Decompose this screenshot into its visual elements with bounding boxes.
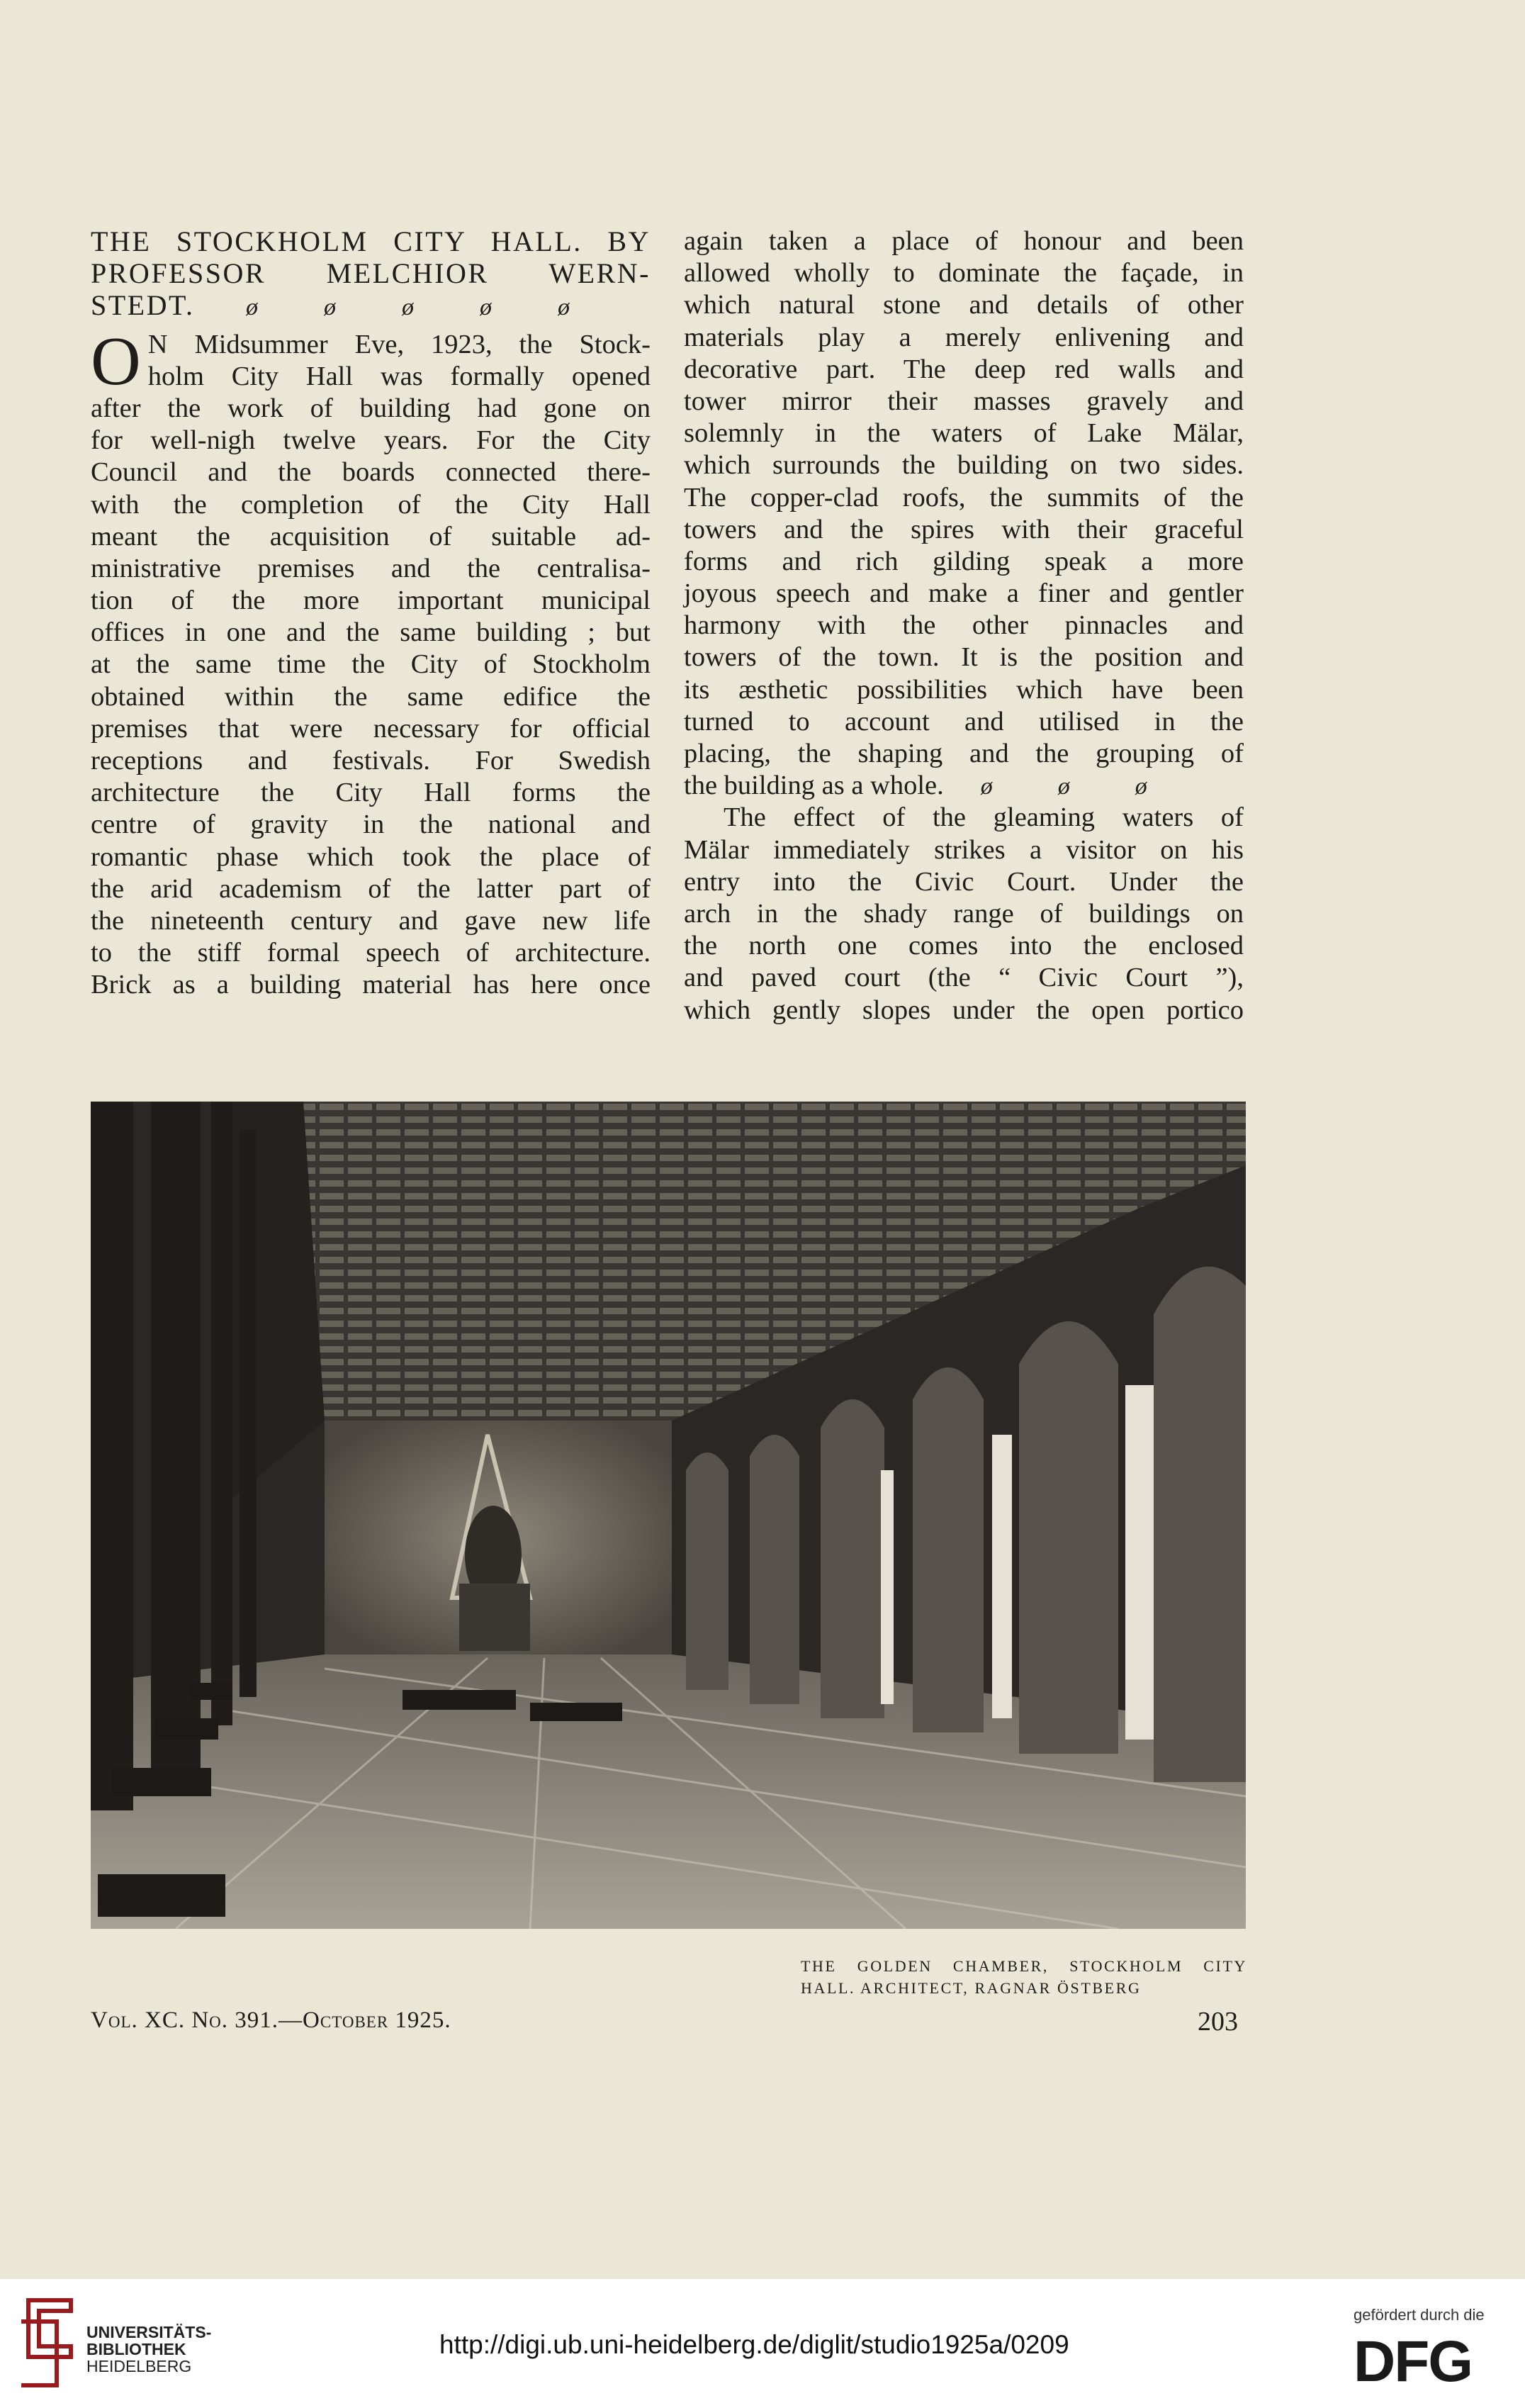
text-line: the nineteenth century and gave new life: [91, 905, 651, 936]
text-line: which natural stone and details of other: [684, 290, 1244, 320]
text-line: placing, the shaping and the grouping of: [684, 739, 1244, 768]
text-line: and paved court (the “ Civic Court ”),: [684, 963, 1244, 993]
text-line: Brick as a building material has here once: [91, 970, 651, 1000]
dfg-logo: DFG: [1354, 2329, 1473, 2394]
text-line: holm City Hall was formally opened: [147, 361, 651, 391]
text-line: ministrative premises and the centralisa-: [91, 553, 651, 583]
text-line: harmony with the other pinnacles and: [684, 610, 1244, 641]
text-line: premises that were necessary for official: [91, 713, 651, 744]
text-line: its æsthetic possibilities which have been: [684, 674, 1244, 705]
text-line: for well-nigh twelve years. For the City: [91, 425, 651, 456]
title-line-with-ornaments: [91, 289, 651, 321]
text-line: decorative part. The deep red walls and: [684, 354, 1244, 384]
text-line: allowed wholly to dominate the façade, in: [684, 258, 1244, 289]
page-number: 203: [1198, 2007, 1238, 2037]
golden-chamber-photograph: [91, 1102, 1246, 1929]
library-name: [86, 2324, 211, 2375]
text-line-with-ornaments: [684, 770, 1244, 802]
text-line: solemnly in the waters of Lake Mälar,: [684, 418, 1244, 449]
text-line: turned to account and utilised in the: [684, 706, 1244, 737]
text-line: The copper-clad roofs, the summits of the: [684, 482, 1244, 513]
text-line: romantic phase which took the place of: [91, 841, 651, 872]
right-lines: [684, 225, 1244, 802]
text-line: joyous speech and make a finer and gentler: [684, 578, 1244, 609]
text-line: the building as a whole.: [684, 771, 944, 801]
text-line: receptions and festivals. For Swedish: [91, 746, 651, 775]
text-line: centre of gravity in the national and: [91, 810, 651, 840]
text-line: offices in one and the same building ; but: [91, 617, 651, 648]
digital-copy-link[interactable]: http://digi.ub.uni-heidelberg.de/diglit/studio1925a/0209: [439, 2330, 1069, 2359]
issue-line: Vol. XC. No. 391.—October 1925.: [91, 2007, 451, 2033]
ornament-glyph: ø: [479, 294, 494, 321]
text-line: after the work of building had gone on: [91, 393, 651, 423]
funding-note: gefördert durch die: [1354, 2306, 1485, 2324]
ornament-glyph: ø: [1057, 773, 1070, 800]
text-line: forms and rich gilding speak a more: [684, 546, 1244, 576]
caption-line: THE GOLDEN CHAMBER, STOCKHOLM CITY: [801, 1957, 1247, 1975]
text-line: N Midsummer Eve, 1923, the Stock-: [147, 329, 651, 359]
right-column: [684, 225, 1244, 1026]
text-line: Council and the boards connected there-: [91, 457, 651, 488]
photo-caption: [801, 1955, 1247, 1999]
university-library-logo-icon: [14, 2293, 84, 2392]
ornament-glyph: ø: [1135, 773, 1147, 800]
text-line: obtained within the same edifice the: [91, 681, 651, 712]
text-line: Mälar immediately strikes a visitor on his: [684, 834, 1244, 865]
text-line: architecture the City Hall forms the: [91, 778, 651, 808]
library-name-line: BIBLIOTHEK: [86, 2340, 186, 2358]
text-line: materials play a merely enlivening and: [684, 322, 1244, 352]
article-title: [91, 225, 651, 322]
ornament-glyph: ø: [401, 294, 416, 321]
text-line: to the stiff formal speech of architecture.: [91, 938, 651, 968]
text-line: at the same time the City of Stockholm: [91, 649, 651, 680]
ornament-glyph: ø: [245, 294, 260, 321]
text-line: which surrounds the building on two sides.: [684, 450, 1244, 481]
title-line: THE STOCKHOLM CITY HALL. BY: [91, 225, 651, 257]
drop-cap: O: [91, 323, 141, 400]
text-line: entry into the Civic Court. Under the: [684, 866, 1244, 897]
text-line: the arid academism of the latter part of: [91, 873, 651, 904]
library-name-line: HEIDELBERG: [86, 2357, 192, 2375]
title-line: PROFESSOR MELCHIOR WERN-: [91, 257, 651, 290]
left-lines: [91, 323, 651, 1002]
library-name-line: UNIVERSITÄTS-: [86, 2323, 212, 2341]
text-line: tion of the more important municipal: [91, 586, 651, 616]
text-line: again taken a place of honour and been: [684, 226, 1244, 256]
left-column: [91, 225, 651, 1002]
text-line: towers and the spires with their graceful: [684, 514, 1244, 544]
ornament-glyph: ø: [557, 294, 572, 321]
text-line: towers of the town. It is the position and: [684, 642, 1244, 673]
right-paragraph-2: [684, 802, 1244, 1026]
text-line: with the completion of the City Hall: [91, 489, 651, 520]
text-line: which gently slopes under the open portico: [684, 995, 1244, 1025]
text-line: arch in the shady range of buildings on: [684, 898, 1244, 929]
text-line: the north one comes into the enclosed: [684, 931, 1244, 961]
text-line: The effect of the gleaming waters of: [724, 802, 1244, 833]
ornament-glyph: ø: [323, 294, 338, 321]
photo-illustration: [91, 1102, 1246, 1929]
title-line: STEDT.: [91, 289, 195, 322]
text-line: tower mirror their masses gravely and: [684, 386, 1244, 416]
ornament-glyph: ø: [980, 773, 993, 800]
text-line: meant the acquisition of suitable ad-: [91, 521, 651, 551]
caption-line: HALL. ARCHITECT, RAGNAR ÖSTBERG: [801, 1979, 1142, 1997]
left-body-text: [91, 323, 651, 1002]
digitization-footer: [0, 2279, 1525, 2408]
